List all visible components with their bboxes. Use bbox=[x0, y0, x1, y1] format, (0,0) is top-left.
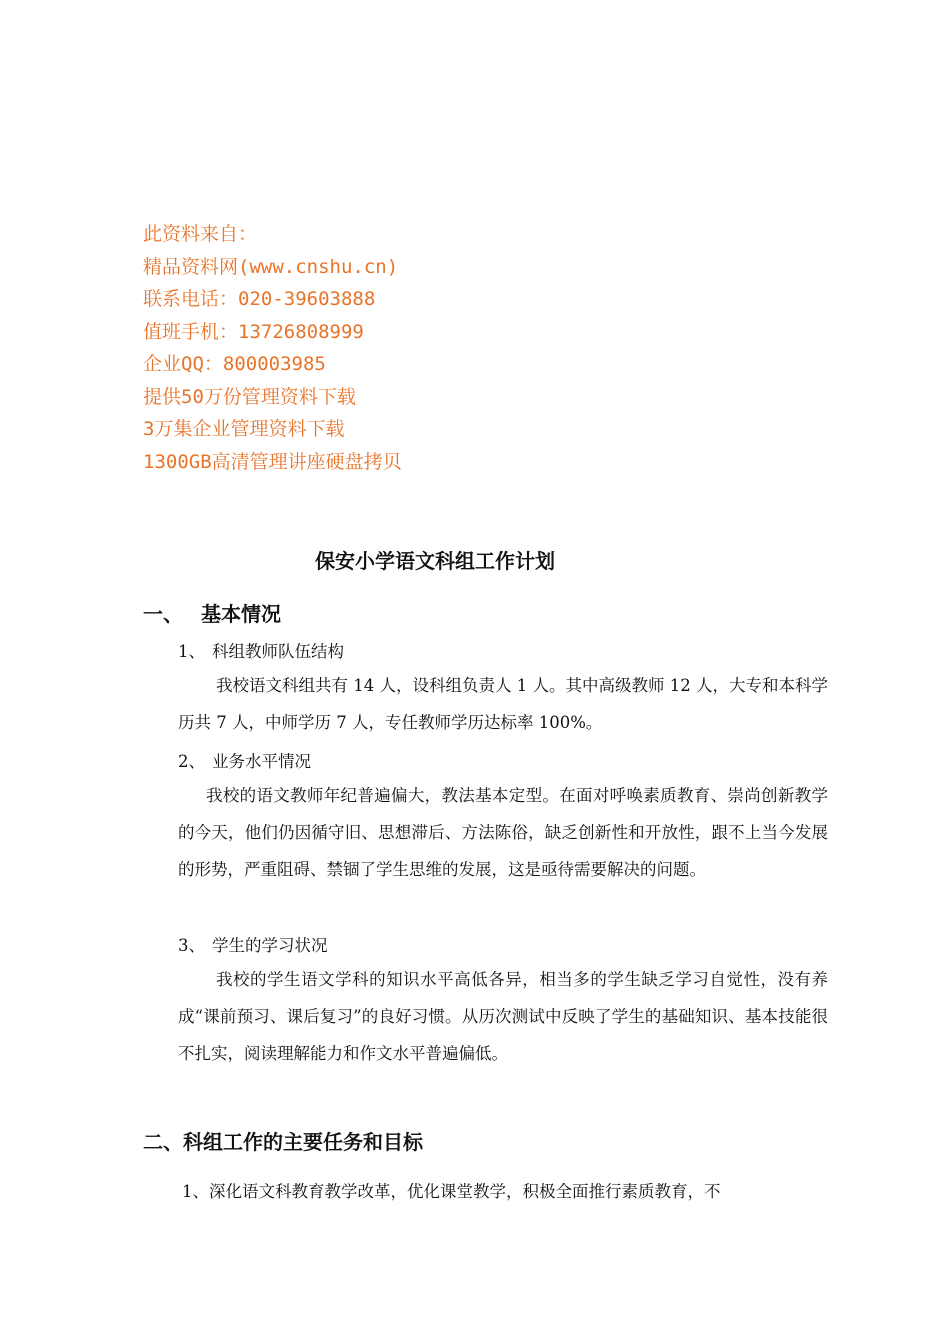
source-notice-mobile: 值班手机：13726808999 bbox=[143, 320, 364, 343]
source-notice-website: 精品资料网(www.cnshu.cn) bbox=[143, 255, 399, 278]
source-notice-line: 此资料来自： bbox=[143, 223, 258, 245]
source-notice-line: 提供50万份管理资料下载 bbox=[143, 385, 356, 408]
subsection-heading bbox=[178, 932, 328, 956]
paragraph: 我校语文科组共有 14 人，设科组负责人 1 人。其中高级教师 12 人，大专和本科学历共 7 人，中师学历 7 人，专任教师学历达标率 100%。 bbox=[178, 676, 828, 732]
document-title: 保安小学语文科组工作计划 bbox=[315, 549, 555, 573]
subsection-heading-text: 业务水平情况 bbox=[212, 752, 311, 771]
source-notice bbox=[143, 218, 402, 478]
subsection-number: 1、 bbox=[178, 642, 205, 661]
section-heading: 二、科组工作的主要任务和目标 bbox=[143, 1130, 423, 1154]
paragraph: 1、深化语文科教育教学改革，优化课堂教学，积极全面推行素质教育，不 bbox=[182, 1182, 721, 1201]
section-number: 一、 bbox=[143, 602, 183, 626]
subsection-number: 3、 bbox=[178, 936, 205, 955]
subsection-heading-text: 学生的学习状况 bbox=[212, 936, 328, 955]
source-notice-line: 1300GB高清管理讲座硬盘拷贝 bbox=[143, 450, 402, 473]
subsection-number: 2、 bbox=[178, 752, 205, 771]
section-heading bbox=[143, 598, 281, 627]
section-heading-text: 基本情况 bbox=[201, 602, 281, 626]
subsection-heading-text: 科组教师队伍结构 bbox=[212, 642, 344, 661]
subsection-heading bbox=[178, 638, 344, 662]
paragraph: 我校的语文教师年纪普遍偏大，教法基本定型。在面对呼唤素质教育、崇尚创新教学的今天，他们仍因循守旧、思想滞后、方法陈俗，缺乏创新性和开放性，跟不上当今发展的形势，严重阻碍、禁锢了学生思维的发展，这是亟待需要解决的问题。 bbox=[178, 786, 828, 879]
paragraph: 我校的学生语文学科的知识水平高低各异，相当多的学生缺乏学习自觉性，没有养成“课前预习、课后复习”的良好习惯。从历次测试中反映了学生的基础知识、基本技能很不扎实，阅读理解能力和作文水平普遍偏低。 bbox=[178, 970, 828, 1063]
subsection-heading bbox=[178, 748, 311, 772]
source-notice-line: 3万集企业管理资料下载 bbox=[143, 418, 345, 440]
source-notice-phone: 联系电话：020-39603888 bbox=[143, 288, 376, 310]
source-notice-qq: 企业QQ：800003985 bbox=[143, 353, 326, 375]
